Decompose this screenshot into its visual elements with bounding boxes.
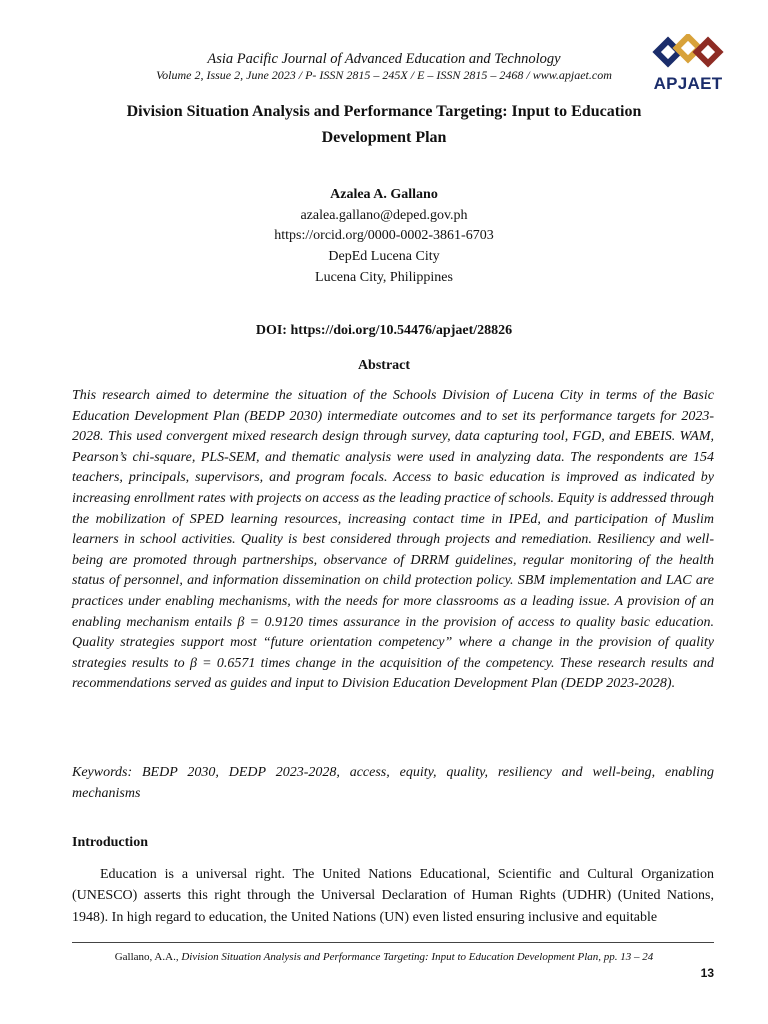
author-block (0, 185, 768, 289)
page-number: 13 (700, 966, 714, 980)
citation-title: Division Situation Analysis and Performance Targeting: Input to Education Development Plan, pp. 13 – 24 (181, 951, 654, 963)
doi-link[interactable]: DOI: https://doi.org/10.54476/apjaet/28826 (255, 323, 513, 338)
abstract-heading: Abstract (357, 358, 411, 373)
author-name: Azalea A. Gallano (330, 187, 438, 202)
paper-title: Division Situation Analysis and Performance Targeting: Input to Education Development Plan (126, 103, 642, 146)
logo-diamonds-icon (652, 34, 724, 72)
author-location: Lucena City, Philippines (315, 269, 453, 285)
footer-divider (72, 942, 714, 943)
author-orcid[interactable]: https://orcid.org/0000-0002-3861-6703 (274, 228, 494, 244)
introduction-text: Education is a universal right. The United Nations Educational, Scientific and Cultural Organization (UNESCO) asserts this right through the Universal Declaration of Human Rights (UDHR) (United Nations, 1948). In high regard to education, the United Nations (UN) even listed ensuring inclusive and equitable (72, 867, 714, 925)
abstract-text: This research aimed to determine the situation of the Schools Division of Lucena City in terms of the Basic Education Development Plan (BEDP 2030) intermediate outcomes and to set its performance targets for 2023-2028. This used convergent mixed research design through survey, data capturing tool, FGD, and EBEIS. WAM, Pearson’s chi-square, PLS-SEM, and thematic analysis were used in analyzing data. The respondents are 154 teachers, principals, supervisors, and program focals. Access to basic education is improved as indicated by increasing enrollment rates with projects on access as the leading practice of schools. Equity is addressed through the mobilization of SPED learning resources, increasing contact time in IPEd, and participation of Muslim learners in school activities. Quality is best considered through projects and remediation. Resiliency and well-being are promoted through partnerships, observance of DRRM guidelines, regular monitoring of the health status of personnel, and information dissemination on child protection policy. SBM implementation and LAC are practices under enabling mechanisms, with the needs for more classrooms as a leading issue. A provision of an enabling mechanism entails β = 0.9120 times assurance in the provision of access to quality basic education. Quality strategies support most “future orientation competency” where a change in the provision of quality strategies results to β = 0.6571 times change in the acquisition of the competency. These research results and recommendations served as guides and input to Division Education Development Plan (DEDP 2023-2028). (72, 388, 714, 692)
journal-name: Asia Pacific Journal of Advanced Education and Technology (207, 51, 561, 67)
keywords: Keywords: BEDP 2030, DEDP 2023-2028, access, equity, quality, resiliency and well-being, enabling mechanisms (72, 765, 714, 801)
author-email[interactable]: azalea.gallano@deped.gov.ph (300, 207, 468, 223)
author-affiliation: DepEd Lucena City (328, 249, 440, 265)
footer-citation (0, 950, 768, 964)
journal-issue-line: Volume 2, Issue 2, June 2023 / P- ISSN 2815 – 245X / E – ISSN 2815 – 2468 / www.apjaet.com (156, 68, 612, 82)
journal-logo (652, 34, 724, 94)
introduction-heading: Introduction (72, 835, 148, 850)
citation-author: Gallano, A.A., (114, 951, 182, 963)
logo-text: APJAET (653, 74, 723, 93)
